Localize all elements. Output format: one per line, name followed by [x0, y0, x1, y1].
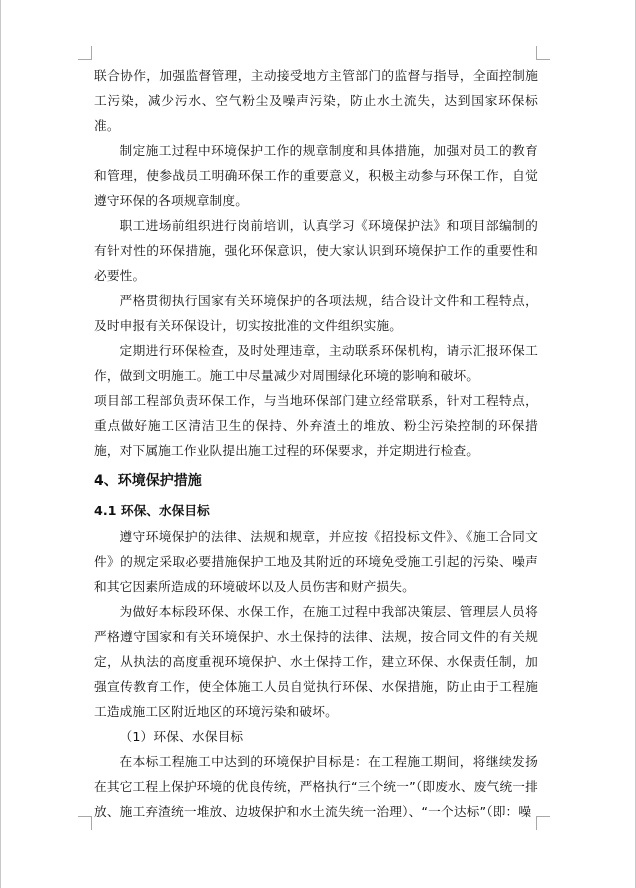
section-heading: 4、环境保护措施: [94, 473, 202, 489]
crop-mark-top-left: [78, 46, 92, 60]
paragraph: 严格贯彻执行国家有关环境保护的各项法规，结合设计文件和工程特点，及时申报有关环保设计，切实按批准的文件组织实施。: [94, 293, 538, 333]
paragraph: 项目部工程部负责环保工作，与当地环保部门建立经常联系，针对工程特点，重点做好施工区清洁卫生的保持、外弃渣土的堆放、粉尘污染控制的环保措施，对下属施工作业队提出施工过程的环保要求，并定期进行检查。: [94, 393, 538, 458]
list-subheading: （1）环保、水保目标: [119, 729, 244, 744]
paragraph: 职工进场前组织进行岗前培训，认真学习《环境保护法》和项目部编制的有针对性的环保措施，强化环保意识，使大家认识到环境保护工作的重要性和必要性。: [94, 218, 538, 283]
subsection-heading: 4.1 环保、水保目标: [94, 503, 210, 518]
paragraph: 遵守环境保护的法律、法规和规章，并应按《招投标文件》、《施工合同文件》的规定采取必要措施保护工地及其附近的环境免受施工引起的污染、噪声和其它因素所造成的环境破坏以及人员伤害和财产损失。: [94, 529, 538, 594]
paragraph: 定期进行环保检查，及时处理违章，主动联系环保机构，请示汇报环保工作，做到文明施工。施工中尽量减少对周围绿化环境的影响和破坏。: [94, 343, 538, 383]
paragraph: 联合协作，加强监督管理，主动接受地方主管部门的监督与指导，全面控制施工污染，减少污水、空气粉尘及噪声污染，防止水土流失，达到国家环保标准。: [94, 68, 538, 133]
crop-mark-bottom-left: [78, 816, 92, 830]
crop-mark-top-right: [536, 46, 550, 60]
document-body: [94, 63, 538, 824]
crop-mark-bottom-right: [536, 816, 550, 830]
paragraph: 为做好本标段环保、水保工作，在施工过程中我部决策层、管理层人员将严格遵守国家和有关环境保护、水土保持的法律、法规，按合同文件的有关规定，从执法的高度重视环境保护、水土保持工作，建立环保、水保责任制，加强宣传教育工作，使全体施工人员自觉执行环保、水保措施，防止由于工程施工造成施工区附近地区的环境污染和破坏。: [94, 604, 538, 719]
paragraph: 制定施工过程中环境保护工作的规章制度和具体措施，加强对员工的教育和管理，使参战员工明确环保工作的重要意义，积极主动参与环保工作，自觉遵守环保的各项规章制度。: [94, 143, 538, 208]
paragraph: 在本标工程施工中达到的环境保护目标是：在工程施工期间，将继续发扬在其它工程上保护环境的优良传统，严格执行“三个统一”（即废水、废气统一排放、施工弃渣统一堆放、边坡保护和水土流失统一治理）、“一个达标”（即：噪: [94, 754, 538, 819]
